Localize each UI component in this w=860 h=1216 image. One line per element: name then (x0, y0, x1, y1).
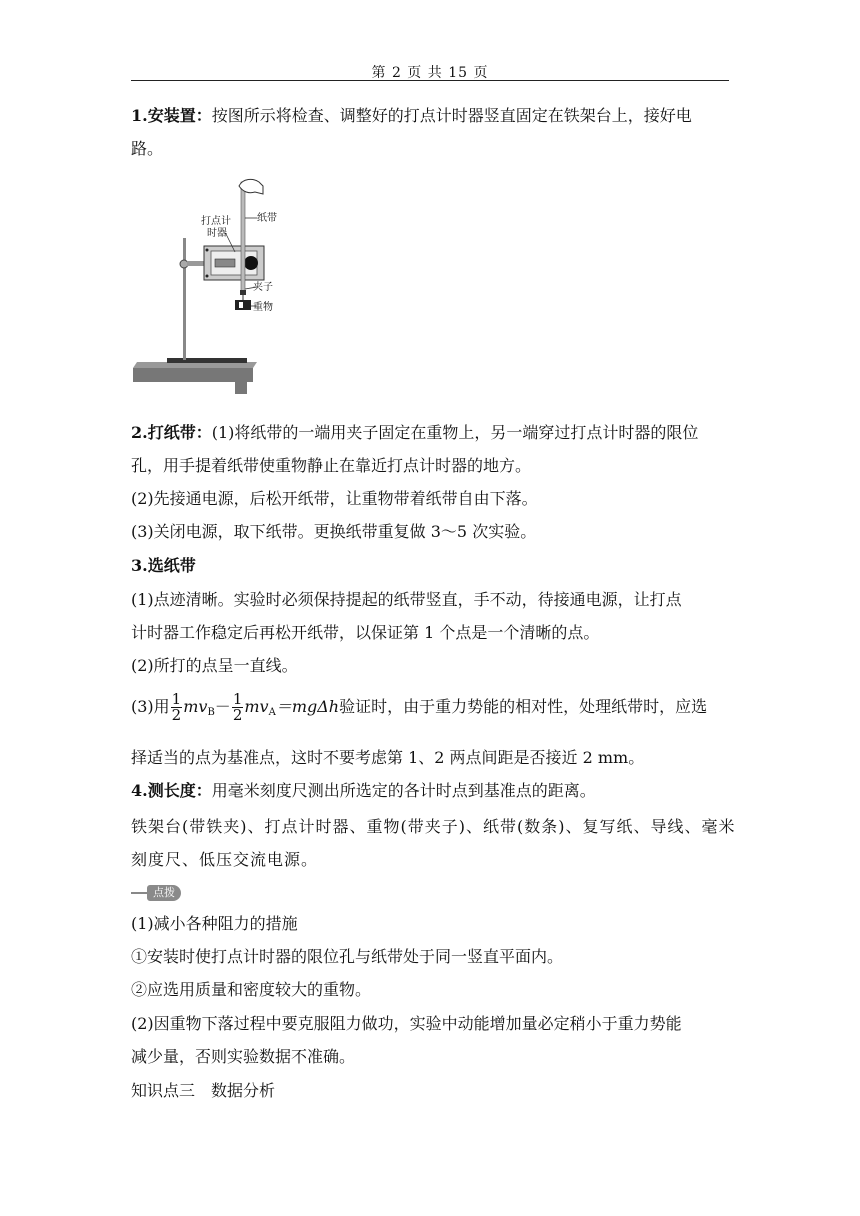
screw (206, 275, 209, 278)
tip-badge (131, 885, 181, 901)
section-title: 知识点三 数据分析 (131, 1081, 276, 1100)
tip-line-1: (1)减小各种阻力的措施 (131, 914, 298, 933)
clamp-arm (187, 261, 205, 266)
select-line-4 (131, 688, 731, 732)
measure-text: 用毫米刻度尺测出所选定的各计时点到基准点的距离。 (211, 781, 596, 800)
equipment-line-2: 刻度尺、低压交流电源。 (131, 850, 319, 869)
weight-highlight (239, 302, 243, 308)
formula-v: v (259, 697, 269, 716)
timer-label-1: 打点计 (201, 216, 231, 227)
measure-line (131, 780, 731, 802)
timer-label-2: 时器 (207, 228, 227, 239)
install-text-1: 按图所示将检查、调整好的打点计时器竖直固定在铁架台上，接好电 (211, 106, 692, 125)
select-line-3: (2)所打的点呈一直线。 (131, 656, 298, 675)
select-text-4-suffix: 验证时，由于重力势能的相对性，处理纸带时，应选 (339, 697, 708, 716)
install-line-1 (131, 105, 731, 127)
install-line-2: 路。 (131, 139, 164, 158)
tape-label: 纸带 (257, 213, 277, 224)
tip-line-5: 减少量，否则实验数据不准确。 (131, 1047, 356, 1066)
select-line-1: (1)点迹清晰。实验时必须保持提起的纸带竖直，手不动，待接通电源，让打点 (131, 590, 682, 609)
tape-line-1 (131, 422, 731, 444)
tip-line-3: ②应选用质量和密度较大的重物。 (131, 980, 372, 999)
clip-label: 夹子 (253, 282, 273, 293)
equipment-line-1: 铁架台(带铁夹)、打点计时器、重物(带夹子)、纸带(数条)、复写纸、导线、毫米 (131, 817, 736, 836)
install-title: 1.安装置： (131, 106, 212, 125)
stand-rod (183, 238, 186, 360)
tape-line-4: (3)关闭电源，取下纸带。更换纸带重复做 3～5 次实验。 (131, 522, 537, 541)
formula-sub-a: A (268, 707, 276, 718)
weight-label: 重物 (253, 302, 273, 313)
clamp-knob (180, 260, 188, 268)
formula-m: m (183, 697, 199, 716)
tip-line-4: (2)因重物下落过程中要克服阻力做功，实验中动能增加量必定稍小于重力势能 (131, 1014, 682, 1033)
measure-title: 4.测长度： (131, 781, 212, 800)
select-line-2: 计时器工作稳定后再松开纸带，以保证第 1 个点是一个清晰的点。 (131, 623, 600, 642)
tape-title: 2.打纸带： (131, 423, 212, 442)
tape-line-2: 孔，用手提着纸带使重物静止在靠近打点计时器的地方。 (131, 456, 532, 475)
frac-num: 1 (171, 690, 182, 708)
select-title: 3.选纸带 (131, 556, 196, 575)
timer-coil (215, 259, 235, 267)
formula-minus: － (214, 697, 231, 716)
screw (206, 249, 209, 252)
page-header: 第 2 页 共 15 页 (371, 65, 489, 81)
formula-frac-1 (171, 692, 183, 723)
frac-num: 1 (232, 690, 243, 708)
tip-line-2: ①安装时使打点计时器的限位孔与纸带处于同一竖直平面内。 (131, 947, 564, 966)
apparatus-diagram (131, 172, 277, 394)
header-divider (131, 80, 729, 81)
table-edge (133, 368, 253, 382)
select-line-5: 择适当的点为基准点，这时不要考虑第 1、2 两点间距是否接近 2 mm。 (131, 748, 645, 767)
stand-base (167, 358, 247, 363)
paper-tape (241, 182, 245, 292)
select-text-4-prefix: (3)用 (131, 697, 170, 716)
formula-frac-2 (232, 692, 244, 723)
formula-m: m (244, 697, 260, 716)
formula-sub-b: B (207, 707, 215, 718)
clip (240, 290, 246, 295)
timer-disc (244, 256, 258, 270)
frac-den: 2 (232, 706, 243, 724)
tape-text-1: (1)将纸带的一端用夹子固定在重物上，另一端穿过打点计时器的限位 (211, 423, 699, 442)
frac-den: 2 (171, 706, 182, 724)
apparatus-figure (131, 172, 277, 394)
formula-v: v (198, 697, 208, 716)
formula-equals: ＝mgΔh (275, 697, 340, 716)
tip-badge-label: 点拨 (147, 885, 181, 901)
table-leg (235, 382, 247, 394)
tape-line-3: (2)先接通电源，后松开纸带，让重物带着纸带自由下落。 (131, 489, 538, 508)
